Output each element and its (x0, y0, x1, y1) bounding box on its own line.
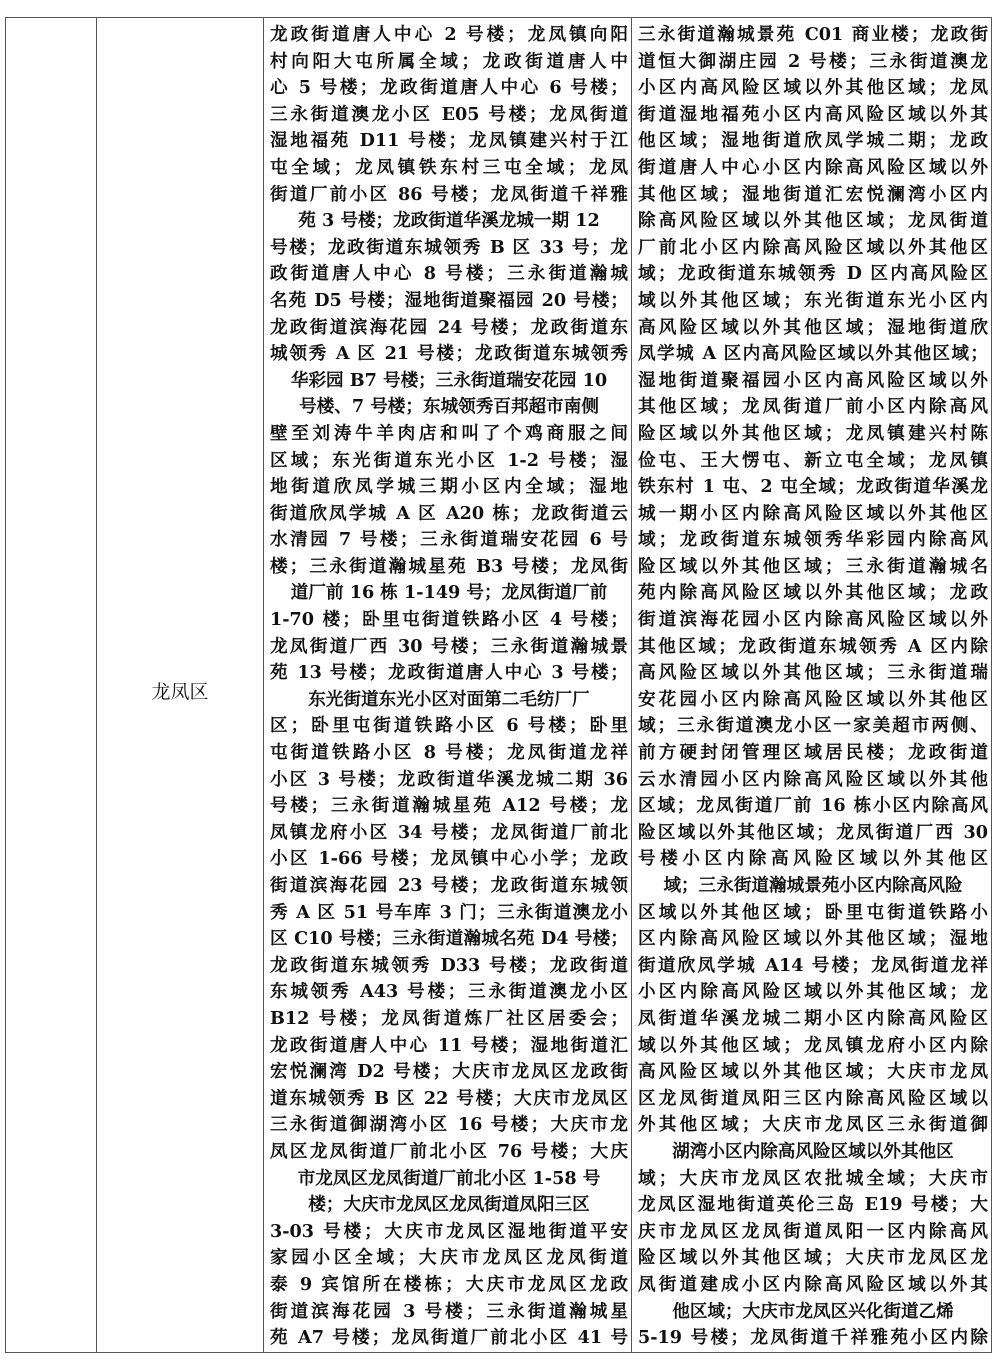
controlled-area-text (264, 18, 631, 1352)
text-line: 区域以外其他区域；卧里屯街道铁路小 (638, 901, 988, 923)
text-line: 宏悦澜湾 D2 号楼；大庆市龙凤区龙政街 (270, 1061, 628, 1083)
text-line: 小区 1-66 号楼；龙凤镇中心小学；龙政 (270, 848, 628, 870)
text-line: 楼；三永街道瀚城星苑 B3 号楼；龙凤街 (270, 555, 628, 577)
text-line: 凤镇龙府小区 34 号楼；龙凤街道厂前北 (270, 821, 628, 843)
text-line: 区域；东光街道东光小区 1-2 号楼；湿 (270, 449, 628, 471)
text-line: 街道滨海花园小区内除高风险区域以外 (638, 609, 988, 631)
text-line: 街道湿地福苑小区内高风险区域以外其 (638, 103, 988, 125)
text-line: 高风险区域以外其他区域；湿地街道欣 (638, 316, 988, 338)
text-line: 道东城领秀 B 区 22 号楼；大庆市龙凤区 (270, 1087, 628, 1109)
text-line: 号楼；龙政街道东城领秀 B 区 33 号；龙 (270, 236, 628, 258)
text-line: 号楼；三永街道瀚城星苑 A12 号楼；龙 (270, 795, 628, 817)
text-line: 号楼、7 号楼；东城领秀百邦超市南侧 (299, 396, 599, 418)
text-line: 凤街道建成小区内除高风险区域以外其 (638, 1273, 988, 1295)
text-line: 泰 9 宾馆所在楼栋；大庆市龙凤区龙政 (270, 1273, 628, 1295)
text-line: 安花园小区内除高风险区域以外其他区 (638, 688, 988, 710)
text-line: 铁东村 1 屯、2 屯全域；龙政街道华溪龙 (638, 476, 988, 498)
text-line: 三永街道澳龙小区 E05 号楼；龙凤街道 (270, 103, 628, 125)
text-line: 华彩园 B7 号楼；三永街道瑞安花园 10 (290, 369, 608, 391)
text-line: 苑 A7 号楼；龙凤街道厂前北小区 41 号 (270, 1327, 628, 1349)
text-line: 区域；龙凤街道厂前 16 栋小区内除高风 (638, 795, 988, 817)
text-line: 道厂前 16 栋 1-149 号；龙凤街道厂前 (290, 582, 608, 604)
text-line: 其他区域；龙政街道东城领秀 A 区内除 (638, 635, 988, 657)
text-line: 区；卧里屯街道铁路小区 6 号楼；卧里 (270, 715, 628, 737)
text-line: 区 C10 号楼；三永街道瀚城名苑 D4 号楼； (270, 928, 628, 950)
text-line: 街道欣凤学城 A 区 A20 栋；龙政街道云 (270, 502, 628, 524)
table-row (6, 18, 992, 1353)
text-line: 苑 3 号楼；龙政街道华溪龙城一期 12 (298, 210, 600, 232)
text-line: 水清园 7 号楼；三永街道瑞安花园 6 号 (270, 529, 628, 551)
text-line: 险区域以外其他区域；大庆市龙凤区龙 (638, 1247, 988, 1269)
prevention-area-cell (632, 18, 992, 1353)
text-line: 街道唐人中心小区内除高风险区域以外 (638, 156, 988, 178)
text-line: 域；三永街道澳龙小区一家美超市两侧、 (638, 715, 988, 737)
text-line: 高风险区域以外其他区域；大庆市龙凤 (638, 1061, 988, 1083)
text-line: 号楼小区内除高风险区域以外其他区 (638, 848, 988, 870)
text-line: 凤学城 A 区内高风险区域以外其他区域； (638, 343, 988, 365)
text-line: 龙政街道滨海花园 24 号楼；龙政街道东 (270, 316, 628, 338)
text-line: 3-03 号楼；大庆市龙凤区湿地街道平安 (270, 1220, 628, 1242)
text-line: 苑内除高风险区域以外其他区域；龙政 (638, 582, 988, 604)
text-line: 街道滨海花园 23 号楼；龙政街道东城领 (270, 875, 628, 896)
text-line: 凤区龙凤街道厂前北小区 76 号楼；大庆 (270, 1140, 628, 1162)
text-line: 1-70 楼；卧里屯街道铁路小区 4 号楼； (270, 609, 628, 631)
prevention-area-text (632, 18, 991, 1352)
text-line: 区内除高风险区域以外其他区域；湿地 (638, 928, 988, 950)
text-line: 三永街道瀚城景苑 C01 商业楼；龙政街 (638, 24, 988, 45)
text-line: 湿地街道聚福园小区内高风险区域以外 (638, 369, 988, 391)
district-cell (97, 18, 264, 1353)
text-line: 名苑 D5 号楼；湿地街道聚福园 20 号楼； (270, 289, 628, 311)
text-line: 凤街道华溪龙城二期小区内除高风险区 (638, 1007, 988, 1029)
text-line: 城一期小区内除高风险区域以外其他区 (638, 502, 988, 524)
controlled-area-cell (264, 18, 632, 1353)
text-line: 龙政街道东城领秀 D33 号楼；龙政街道 (270, 954, 628, 976)
text-line: 他区域；大庆市龙凤区兴化街道乙烯 (672, 1300, 954, 1322)
text-line: 其他区域；湿地街道汇宏悦澜湾小区内 (638, 183, 988, 205)
text-line: 龙凤区湿地街道英伦三岛 E19 号楼；大 (638, 1194, 988, 1216)
text-line: 险区域以外其他区域；龙凤镇建兴村陈 (638, 422, 988, 444)
text-line: 屯街道铁路小区 8 号楼；龙凤街道龙祥 (270, 742, 628, 764)
text-line: 楼；大庆市龙凤区龙凤街道凤阳三区 (308, 1194, 590, 1216)
text-line: 湖湾小区内除高风险区域以外其他区 (672, 1140, 954, 1162)
text-line: 庆市龙凤区龙凤街道凤阳一区内除高风 (638, 1220, 988, 1242)
text-line: 家园小区全域；大庆市龙凤区龙凤街道 (270, 1247, 628, 1269)
text-line: 湿地福苑 D11 号楼；龙凤镇建兴村于江 (270, 130, 628, 152)
text-line: 屯全域；龙凤镇铁东村三屯全域；龙凤 (270, 156, 628, 178)
text-line: 外其他区域；大庆市龙凤区三永街道御 (638, 1114, 988, 1136)
text-line: 龙政街道唐人中心 2 号楼；龙凤镇向阳 (270, 24, 628, 45)
text-line: 俭屯、王大愣屯、新立屯全域；龙凤镇 (638, 449, 988, 471)
text-line: 除高风险区域以外其他区域；龙凤街道 (638, 210, 988, 232)
index-cell (6, 18, 97, 1353)
text-line: B12 号楼；龙凤街道炼厂社区居委会； (270, 1007, 628, 1029)
text-line: 云水清园小区内除高风险区域以外其他 (638, 768, 988, 790)
text-line: 小区内高风险区域以外其他区域；龙凤 (638, 77, 988, 99)
text-line: 东城领秀 A43 号楼；三永街道澳龙小区 (270, 981, 628, 1003)
risk-area-table (5, 17, 992, 1353)
text-line: 域；龙政街道东城领秀 D 区内高风险区 (638, 263, 988, 285)
text-line: 苑 13 号楼；龙政街道唐人中心 3 号楼； (270, 662, 628, 684)
text-line: 政街道唐人中心 8 号楼；三永街道瀚城 (270, 263, 628, 285)
text-line: 他区域；湿地街道欣凤学城二期；龙政 (638, 130, 988, 152)
text-line: 壁至刘涛牛羊肉店和叫了个鸡商服之间 (270, 422, 628, 444)
text-line: 险区域以外其他区域；三永街道瀚城名 (638, 555, 988, 577)
text-line: 街道厂前小区 86 号楼；龙凤街道千祥雅 (270, 183, 628, 205)
text-line: 城领秀 A 区 21 号楼；龙政街道东城领秀 (270, 343, 628, 365)
text-line: 龙政街道唐人中心 11 号楼；湿地街道汇 (270, 1034, 628, 1056)
text-line: 厂前北小区内除高风险区域以外其他区 (638, 236, 988, 258)
text-line: 小区 3 号楼；龙政街道华溪龙城二期 36 (270, 768, 628, 790)
text-line: 域；三永街道瀚城景苑小区内除高风险 (663, 875, 963, 896)
text-line: 地街道欣凤学城三期小区内全域；湿地 (270, 476, 628, 498)
text-line: 市龙凤区龙凤街道厂前北小区 1-58 号 (297, 1167, 601, 1189)
text-line: 险区域以外其他区域；龙凤街道厂西 30 (638, 821, 988, 843)
text-line: 域以外其他区域；东光街道东光小区内 (638, 289, 988, 311)
text-line: 村向阳大屯所属全域；龙政街道唐人中 (270, 50, 628, 72)
text-line: 道恒大御湖庄园 2 号楼；三永街道澳龙 (638, 50, 988, 72)
text-line: 前方硬封闭管理区域居民楼；龙政街道 (638, 742, 988, 764)
text-line: 5-19 号楼；龙凤街道千祥雅苑小区内除 (638, 1327, 988, 1349)
text-line: 街道欣凤学城 A14 号楼；龙凤街道龙祥 (638, 954, 988, 976)
district-name: 龙凤区 (151, 681, 209, 704)
text-line: 高风险区域以外其他区域；三永街道瑞 (638, 662, 988, 684)
text-line: 小区内除高风险区域以外其他区域；龙 (638, 981, 988, 1003)
text-line: 心 5 号楼；龙政街道唐人中心 6 号楼； (270, 77, 628, 99)
text-line: 域以外其他区域；龙凤镇龙府小区内除 (638, 1034, 988, 1056)
text-line: 三永街道御湖湾小区 16 号楼；大庆市龙 (270, 1114, 628, 1136)
text-line: 龙凤街道厂西 30 号楼；三永街道瀚城景 (270, 635, 628, 657)
text-line: 街道滨海花园 3 号楼；三永街道瀚城星 (270, 1300, 628, 1322)
text-line: 秀 A 区 51 号车库 3 门；三永街道澳龙小 (270, 901, 628, 923)
text-line: 域；大庆市龙凤区农批城全域；大庆市 (638, 1167, 988, 1189)
text-line: 域；龙政街道东城领秀华彩园内除高风 (638, 529, 988, 551)
text-line: 区龙凤街道凤阳三区内除高风险区域以 (638, 1087, 988, 1109)
text-line: 其他区域；龙凤街道厂前小区内除高风 (638, 396, 988, 418)
text-line: 东光街道东光小区对面第二毛纺厂厂 (308, 688, 590, 710)
